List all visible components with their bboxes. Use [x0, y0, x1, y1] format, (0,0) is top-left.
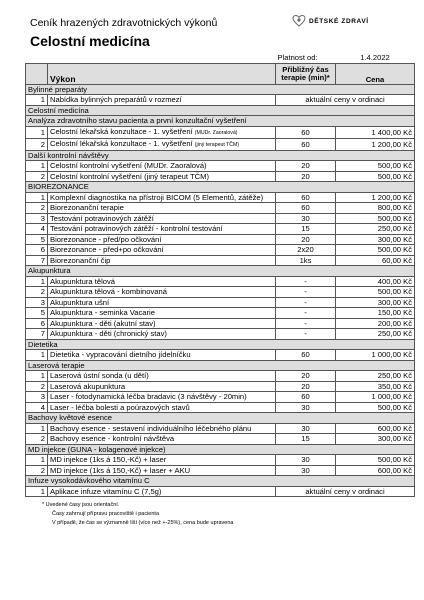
service-name: Laser - fotodynamická léčba bradavic (3 návštěvy - 20min)	[48, 392, 276, 403]
table-row	[26, 213, 415, 224]
table-row	[26, 423, 415, 434]
section-title: Bylinné preparáty	[26, 84, 415, 95]
therapy-time: 15	[276, 434, 336, 445]
price: 300,00 Kč	[336, 297, 415, 308]
therapy-time: 2x20	[276, 245, 336, 256]
service-name: Testování potravinových zátěží - kontrolní testování	[48, 224, 276, 235]
therapy-time: 30	[276, 213, 336, 224]
section-title: Laserová terapie	[26, 360, 415, 371]
section-header	[26, 476, 415, 487]
col-time: Přibližný čas terapie (min)*	[276, 63, 336, 84]
therapy-time: 20	[276, 161, 336, 172]
row-number: 4	[26, 402, 48, 413]
therapy-time: 60	[276, 350, 336, 361]
document-title: Celostní medicína	[30, 33, 150, 49]
therapy-time: 60	[276, 138, 336, 150]
service-name: Akupunktura - seminka Vacarie	[48, 308, 276, 319]
row-number: 2	[26, 138, 48, 150]
row-number: 1	[26, 423, 48, 434]
therapy-time: 20	[276, 381, 336, 392]
price: 250,00 Kč	[336, 371, 415, 382]
therapy-time: 20	[276, 371, 336, 382]
row-number: 7	[26, 329, 48, 340]
table-row	[26, 161, 415, 172]
service-name: Aplikace infuze vitamínu C (7,5g)	[48, 486, 276, 497]
price: 500,00 Kč	[336, 213, 415, 224]
price: 600,00 Kč	[336, 423, 415, 434]
price-note: aktuální ceny v ordinaci	[276, 486, 415, 497]
price: 500,00 Kč	[336, 455, 415, 466]
table-row	[26, 392, 415, 403]
section-header	[26, 360, 415, 371]
section-title: Infuze vysokodávkového vitamínu C	[26, 476, 415, 487]
therapy-time: -	[276, 318, 336, 329]
section-title: BIOREZONANCE	[26, 182, 415, 193]
table-row	[26, 381, 415, 392]
therapy-time: 60	[276, 392, 336, 403]
row-number: 6	[26, 318, 48, 329]
section-header	[26, 182, 415, 193]
table-row	[26, 171, 415, 182]
service-name: Bachovy esence - kontrolní návštěva	[48, 434, 276, 445]
service-name: Akupunktura - děti (akutní stav)	[48, 318, 276, 329]
table-row	[26, 255, 415, 266]
service-name: Laserová akupunktura	[48, 381, 276, 392]
table-row	[26, 308, 415, 319]
logo-text: DĚTSKÉ ZDRAVÍ	[309, 17, 369, 25]
therapy-time: 20	[276, 171, 336, 182]
row-number: 1	[26, 192, 48, 203]
price: 300,00 Kč	[336, 434, 415, 445]
therapy-time: -	[276, 329, 336, 340]
service-name: Akupunktura tělová	[48, 276, 276, 287]
table-row	[26, 126, 415, 138]
section-title: Dietetika	[26, 339, 415, 350]
table-row	[26, 287, 415, 298]
price: 500,00 Kč	[336, 171, 415, 182]
section-header	[26, 116, 415, 127]
price: 200,00 Kč	[336, 318, 415, 329]
therapy-time: 30	[276, 465, 336, 476]
service-name: Biorezonance - před/po očkování	[48, 234, 276, 245]
table-row	[26, 402, 415, 413]
row-number: 3	[26, 213, 48, 224]
row-number: 2	[26, 203, 48, 214]
row-number: 3	[26, 392, 48, 403]
section-title: Bachovy květové esence	[26, 413, 415, 424]
price: 800,00 Kč	[336, 203, 415, 214]
price: 60,00 Kč	[336, 255, 415, 266]
section-header	[26, 150, 415, 161]
row-number: 7	[26, 255, 48, 266]
price: 150,00 Kč	[336, 308, 415, 319]
row-number: 1	[26, 455, 48, 466]
section-title: Celostní medicína	[26, 105, 415, 116]
table-row	[26, 224, 415, 235]
table-row	[26, 297, 415, 308]
validity-row	[26, 53, 415, 63]
section-title: Akupunktura	[26, 266, 415, 277]
therapy-time: 60	[276, 126, 336, 138]
service-name: Celostní lékařská konzultace - 1. vyšetření (MUDr. Zaoralová)	[48, 126, 276, 138]
row-number: 6	[26, 245, 48, 256]
section-header	[26, 84, 415, 95]
validity-date: 1.4.2022	[360, 53, 390, 63]
row-number: 2	[26, 381, 48, 392]
price: 300,00 Kč	[336, 234, 415, 245]
row-number: 1	[26, 276, 48, 287]
footnote-line: V případě, že čas se významně liší (více než +-25%), cena bude upravena	[52, 520, 234, 526]
price: 1 200,00 Kč	[336, 192, 415, 203]
table-row	[26, 329, 415, 340]
row-number: 1	[26, 371, 48, 382]
row-number: 3	[26, 297, 48, 308]
footnote-line: Časy zahrnují přípravu pracoviště i pacienta	[52, 511, 159, 517]
service-name: Akupunktura - děti (chronický stav)	[48, 329, 276, 340]
row-number: 1	[26, 161, 48, 172]
row-number: 5	[26, 234, 48, 245]
service-name: Celostní kontrolní vyšetření (MUDr. Zaoralová)	[48, 161, 276, 172]
table-row	[26, 455, 415, 466]
service-name: Nabídka bylinných preparátů v rozmezí	[48, 95, 276, 106]
table-row	[26, 138, 415, 150]
price: 1 400,00 Kč	[336, 126, 415, 138]
service-note: (MUDr. Zaoralová)	[194, 129, 238, 136]
service-name: Biorezonanční čip	[48, 255, 276, 266]
section-header	[26, 413, 415, 424]
row-number: 1	[26, 350, 48, 361]
table-row	[26, 192, 415, 203]
price: 500,00 Kč	[336, 161, 415, 172]
service-name: MD injekce (1ks á 150,-Kč) + laser	[48, 455, 276, 466]
table-header	[26, 63, 415, 84]
section-title: MD injekce (GUNA - kolagenové injekce)	[26, 444, 415, 455]
table-row	[26, 465, 415, 476]
price: 600,00 Kč	[336, 465, 415, 476]
row-number: 4	[26, 224, 48, 235]
table-row	[26, 276, 415, 287]
therapy-time: 20	[276, 234, 336, 245]
table-row	[26, 350, 415, 361]
price-table	[25, 53, 415, 497]
table-row	[26, 318, 415, 329]
service-name: Laser - léčba bolesti a poúrazových stavů	[48, 402, 276, 413]
therapy-time: 30	[276, 423, 336, 434]
table-row	[26, 95, 415, 106]
section-header	[26, 105, 415, 116]
service-name: Celostní kontrolní vyšetření (jiný terapeut TČM)	[48, 171, 276, 182]
service-name: Biorezonance - před+po očkování	[48, 245, 276, 256]
price: 500,00 Kč	[336, 402, 415, 413]
row-number: 1	[26, 486, 48, 497]
service-name: Celostní lékařská konzultace - 1. vyšetření (jiný terapeut TČM)	[48, 138, 276, 150]
table-row	[26, 486, 415, 497]
section-header	[26, 339, 415, 350]
table-row	[26, 203, 415, 214]
service-name: Dietetika - vypracování dietního jídelníčku	[48, 350, 276, 361]
table-row	[26, 245, 415, 256]
service-name: Akupunktura ušní	[48, 297, 276, 308]
heart-logo-icon	[292, 14, 306, 28]
service-name: Bachovy esence - sestavení individuálního léčebného plánu	[48, 423, 276, 434]
service-note: (jiný terapeut TČM)	[194, 141, 240, 148]
therapy-time: 1ks	[276, 255, 336, 266]
service-name: Biorezonanční terapie	[48, 203, 276, 214]
therapy-time: -	[276, 297, 336, 308]
table-row	[26, 234, 415, 245]
section-header	[26, 266, 415, 277]
table-row	[26, 434, 415, 445]
therapy-time: 60	[276, 192, 336, 203]
price: 400,00 Kč	[336, 276, 415, 287]
section-title: Další kontrolní návštěvy	[26, 150, 415, 161]
row-number: 1	[26, 95, 48, 106]
price: 1 000,00 Kč	[336, 350, 415, 361]
section-header	[26, 444, 415, 455]
price-note: aktuální ceny v ordinaci	[276, 95, 415, 106]
row-number: 5	[26, 308, 48, 319]
therapy-time: -	[276, 308, 336, 319]
therapy-time: 30	[276, 402, 336, 413]
price: 500,00 Kč	[336, 245, 415, 256]
row-number: 2	[26, 287, 48, 298]
price: 1 200,00 Kč	[336, 138, 415, 150]
row-number: 2	[26, 171, 48, 182]
row-number: 2	[26, 465, 48, 476]
service-name: Laserová ústní sonda (u dětí)	[48, 371, 276, 382]
therapy-time: 60	[276, 203, 336, 214]
price: 1 000,00 Kč	[336, 392, 415, 403]
validity-label: Platnost od:	[277, 53, 318, 63]
col-price: Cena	[336, 63, 415, 84]
therapy-time: -	[276, 287, 336, 298]
price: 350,00 Kč	[336, 381, 415, 392]
price: 250,00 Kč	[336, 224, 415, 235]
logo	[292, 14, 369, 28]
therapy-time: 15	[276, 224, 336, 235]
price: 250,00 Kč	[336, 329, 415, 340]
document-heading: Ceník hrazených zdravotnických výkonů	[30, 17, 218, 29]
section-title: Analýza zdravotního stavu pacienta a první konzultační vyšetření	[26, 116, 415, 127]
table-row	[26, 371, 415, 382]
footnote-line: * Uvedené časy jsou orientační.	[42, 502, 120, 508]
service-name: Testování potravinových zátěží	[48, 213, 276, 224]
service-name: MD injekce (1ks á 150,-Kč) + laser + AKU	[48, 465, 276, 476]
therapy-time: 30	[276, 455, 336, 466]
row-number: 2	[26, 434, 48, 445]
service-name: Akupunktura tělová - kombinovaná	[48, 287, 276, 298]
service-name: Komplexní diagnostika na přístroji BICOM (5 Elementů, zátěže)	[48, 192, 276, 203]
price: 500,00 Kč	[336, 287, 415, 298]
therapy-time: -	[276, 276, 336, 287]
row-number: 1	[26, 126, 48, 138]
col-service: Výkon	[48, 63, 276, 84]
